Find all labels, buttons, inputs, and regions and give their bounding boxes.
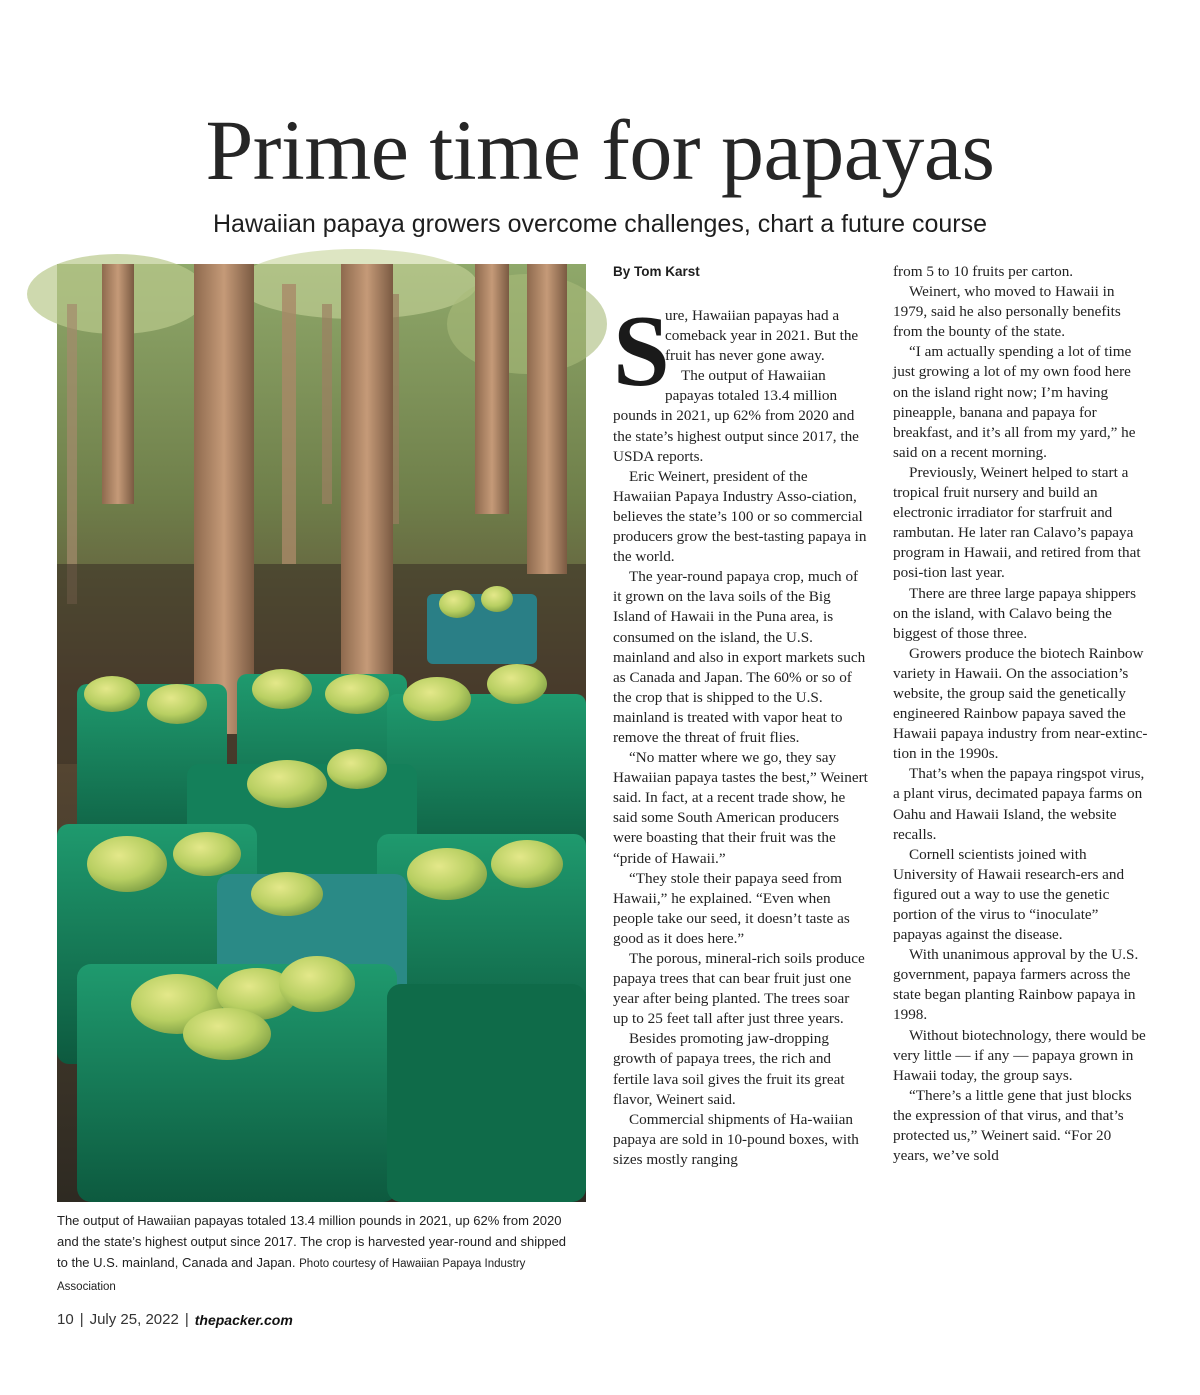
photo-caption (57, 1210, 577, 1298)
article-paragraph: Weinert, who moved to Hawaii in 1979, said he also personally benefits from the bounty of the state. (893, 283, 1121, 341)
article-paragraph: Growers produce the biotech Rainbow variety in Hawaii. On the association’s website, the group said the genetically engineered Rainbow papaya saved the Hawaii papaya industry from near-extinc-tion in the 1990s. (893, 644, 1148, 763)
article-paragraph: That’s when the papaya ringspot virus, a plant virus, decimated papaya farms on Oahu and Hawaii Island, the website recalls. (893, 765, 1145, 843)
photo-credit: Photo courtesy of Hawaiian Papaya Industry Association (57, 1258, 526, 1293)
article-paragraph: “No matter where we go, they say Hawaiian papaya tastes the best,” Weinert said. In fact, at a recent trade show, he said some South American producers were boasting that their fruit was the “pride of Hawaii.” (613, 749, 868, 867)
papaya-harvest-photo (57, 264, 586, 1202)
article-paragraph: “They stole their papaya seed from Hawaii,” he explained. “Even when people take our seed, it doesn’t taste as good as it does here.” (613, 869, 850, 947)
footer-separator: | (79, 1311, 84, 1328)
article-paragraph: The year-round papaya crop, much of it grown on the lava soils of the Big Island of Hawaii in the Puna area, is consumed on the island, the U.S. mainland and also in export markets such as Canada and Japan. The 60% or so of the crop that is shipped to the U.S. mainland is treated with vapor heat to remove the threat of fruit flies. (613, 568, 866, 746)
article-paragraph: “There’s a little gene that just blocks the expression of that virus, and that’s protected us,” Weinert said. “For 20 years, we’ve sold (893, 1086, 1132, 1165)
page-number: 10 (57, 1311, 74, 1328)
article-paragraph: Without biotechnology, there would be very little — if any — papaya grown in Hawaii today, the group says. (893, 1026, 1146, 1084)
byline: By Tom Karst (613, 264, 700, 279)
article-paragraph: “I am actually spending a lot of time just growing a lot of my own food here on the island right now; I’m having pineapple, banana and papaya for breakfast, and it’s all from my yard,” he said on a recent morning. (893, 343, 1136, 461)
subheadline: Hawaiian papaya growers overcome challenges, chart a future course (212, 210, 988, 238)
article-paragraph: The porous, mineral-rich soils produce papaya trees that can bear fruit just one year after being planted. The trees soar up to 25 feet tall after just three years. (613, 950, 865, 1028)
footer-separator: | (184, 1311, 189, 1328)
article-paragraph: Commercial shipments of Ha-waiian papaya are sold in 10-pound boxes, with sizes mostly ranging (613, 1110, 859, 1168)
article-paragraph: from 5 to 10 fruits per carton. (893, 263, 1074, 280)
article-column-2 (893, 262, 1148, 1166)
site-logo: thepacker.com (194, 1312, 293, 1328)
article-paragraph: Previously, Weinert helped to start a tropical fruit nursery and build an electronic irradiator for starfruit and rambutan. He later ran Calavo’s papaya program in Hawaii, and retired from that posi-tion last year. (893, 463, 1141, 582)
issue-date: July 25, 2022 (89, 1311, 179, 1328)
article-paragraph: Cornell scientists joined with University of Hawaii research-ers and figured out a way to use the genetic portion of the virus to “inoculate” papayas against the disease. (893, 845, 1125, 944)
drop-cap (613, 295, 670, 408)
article-paragraph: With unanimous approval by the U.S. government, papaya farmers across the state began planting Rainbow papaya in 1998. (893, 946, 1139, 1024)
article-paragraph: The output of Hawaiian papayas totaled 13.4 million pounds in 2021, up 62% from 2020 and the state’s highest output since 2017, the USDA reports. (613, 367, 859, 465)
headline: Prime time for papayas (205, 102, 995, 198)
article-column-1 (613, 262, 868, 1170)
article-paragraph: ure, Hawaiian papayas had a comeback year in 2021. But the fruit has never gone away. (665, 307, 859, 365)
page-footer (57, 1310, 293, 1330)
article-paragraph: There are three large papaya shippers on the island, with Calavo being the biggest of those three. (893, 584, 1136, 642)
article-paragraph: Besides promoting jaw-dropping growth of papaya trees, the rich and fertile lava soil gives the fruit its great flavor, Weinert said. (613, 1030, 845, 1108)
caption-text: The output of Hawaiian papayas totaled 13.4 million pounds in 2021, up 62% from 2020 and the state’s highest output since 2017. The crop is harvested year-round and shipped to the U.S. mainland, Canada and Japan. (57, 1213, 567, 1270)
article-paragraph: Eric Weinert, president of the Hawaiian Papaya Industry Asso-ciation, believes the state’s 100 or so commercial producers grow the best-tasting papaya in the world. (613, 467, 867, 566)
svg-text:S: S (613, 295, 670, 408)
